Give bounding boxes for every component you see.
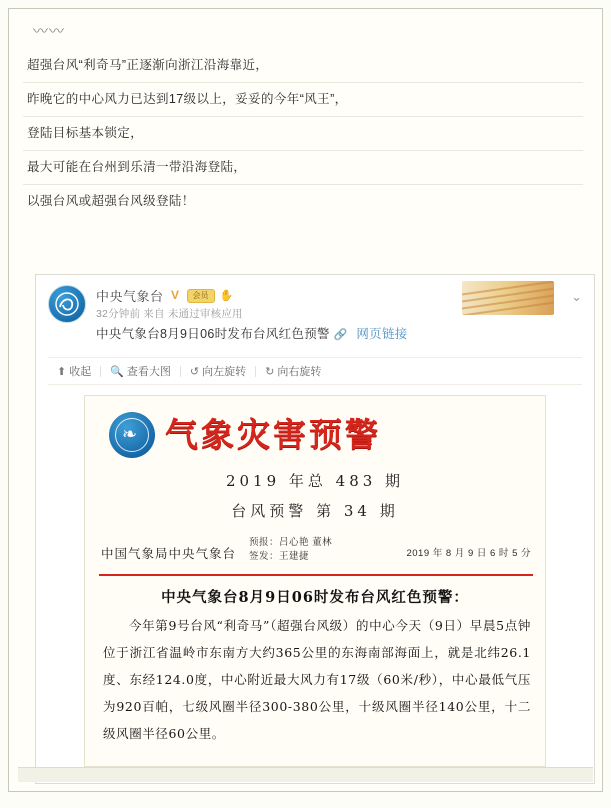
wave-decoration: 〰〰 bbox=[33, 23, 66, 40]
warning-poster-image[interactable] bbox=[84, 395, 546, 767]
rotate-left-label: 向左旋转 bbox=[202, 366, 247, 378]
rotate-left-button[interactable] bbox=[181, 363, 255, 379]
poster-typhoon-number: 台风预警 第 34 期 bbox=[231, 502, 399, 520]
intro-line: 超强台风“利奇马”正逐渐向浙江沿海靠近， bbox=[23, 49, 583, 83]
image-toolbar bbox=[48, 357, 582, 385]
member-level-badge: 会员 bbox=[187, 289, 215, 303]
hand-icon: ✋ bbox=[219, 290, 234, 302]
link-icon: 🔗 bbox=[333, 329, 348, 341]
poster-body-text: 今年第9号台风“利奇马”（超强台风级）的中心今天（9日）早晨5点钟位于浙江省温岭市东南方大约365公里的东海南部海面上，就是北纬26.1度、东经124.0度，中心附近最大风力有17级（60米/秒），中心最低气压为920百帕，七级风圈半径300-380公里，十级风圈半径140公里，十二级风圈半径60公里。 bbox=[103, 618, 531, 741]
view-large-button[interactable] bbox=[101, 363, 180, 379]
intro-line: 昨晚它的中心风力已达到17级以上，妥妥的今年“风王”， bbox=[23, 83, 583, 117]
poster-title: 气象灾害预警 bbox=[165, 415, 381, 454]
approver-line bbox=[249, 550, 332, 564]
chevron-down-icon[interactable]: ⌄ bbox=[571, 289, 582, 304]
poster-issue-number: 2019 年总 483 期 bbox=[225, 472, 405, 490]
account-row bbox=[96, 286, 233, 305]
approver-name: 王建捷 bbox=[279, 551, 310, 562]
intro-line: 登陆目标基本锁定， bbox=[23, 117, 583, 151]
collapse-button[interactable] bbox=[48, 363, 100, 379]
magnifier-icon: 🔍 bbox=[110, 365, 124, 378]
rotate-right-icon: ↻ bbox=[265, 365, 275, 378]
post-body-text bbox=[96, 324, 408, 342]
verified-badge-icon: V bbox=[171, 288, 180, 302]
forecaster-name: 吕心艳 董林 bbox=[279, 537, 333, 548]
collapse-label: 收起 bbox=[69, 366, 92, 378]
weibo-post-card bbox=[35, 274, 595, 784]
view-large-label: 查看大图 bbox=[126, 366, 171, 378]
poster-issuer-row bbox=[101, 536, 533, 570]
poster-signatures bbox=[249, 536, 332, 564]
banner-decoration-image bbox=[462, 281, 554, 315]
approver-label: 签发： bbox=[249, 551, 280, 562]
intro-line: 以强台风或超强台风级登陆！ bbox=[27, 194, 195, 208]
poster-divider bbox=[99, 574, 533, 576]
web-link[interactable]: 网页链接 bbox=[356, 327, 408, 341]
poster-issuer: 中国气象局中央气象台 bbox=[101, 546, 237, 561]
content-frame bbox=[8, 8, 603, 792]
cma-logo-icon: ❧ bbox=[109, 412, 155, 458]
rotate-right-label: 向右旋转 bbox=[277, 366, 322, 378]
forecaster-line bbox=[249, 536, 332, 550]
poster-title-row bbox=[109, 412, 381, 458]
poster-issue-date: 2019 年 8 月 9 日 6 时 5 分 bbox=[406, 548, 531, 559]
forecaster-label: 预报： bbox=[249, 537, 280, 548]
arrow-up-icon: ⬆ bbox=[57, 365, 67, 378]
intro-text-block bbox=[23, 49, 583, 218]
avatar[interactable] bbox=[48, 285, 86, 323]
rotate-right-button[interactable] bbox=[256, 363, 330, 379]
page-bottom-bar bbox=[18, 767, 593, 782]
post-body-label: 中央气象台8月9日06时发布台风红色预警 bbox=[96, 327, 330, 341]
post-header bbox=[36, 275, 594, 355]
account-name[interactable]: 中央气象台 bbox=[96, 289, 164, 304]
intro-line: 最大可能在台州到乐清一带沿海登陆， bbox=[23, 151, 583, 185]
rotate-left-icon: ↺ bbox=[189, 365, 200, 378]
poster-headline: 中央气象台8月9日06时发布台风红色预警： bbox=[161, 589, 469, 606]
post-meta: 32分钟前 来自 未通过审核应用 bbox=[96, 308, 243, 320]
